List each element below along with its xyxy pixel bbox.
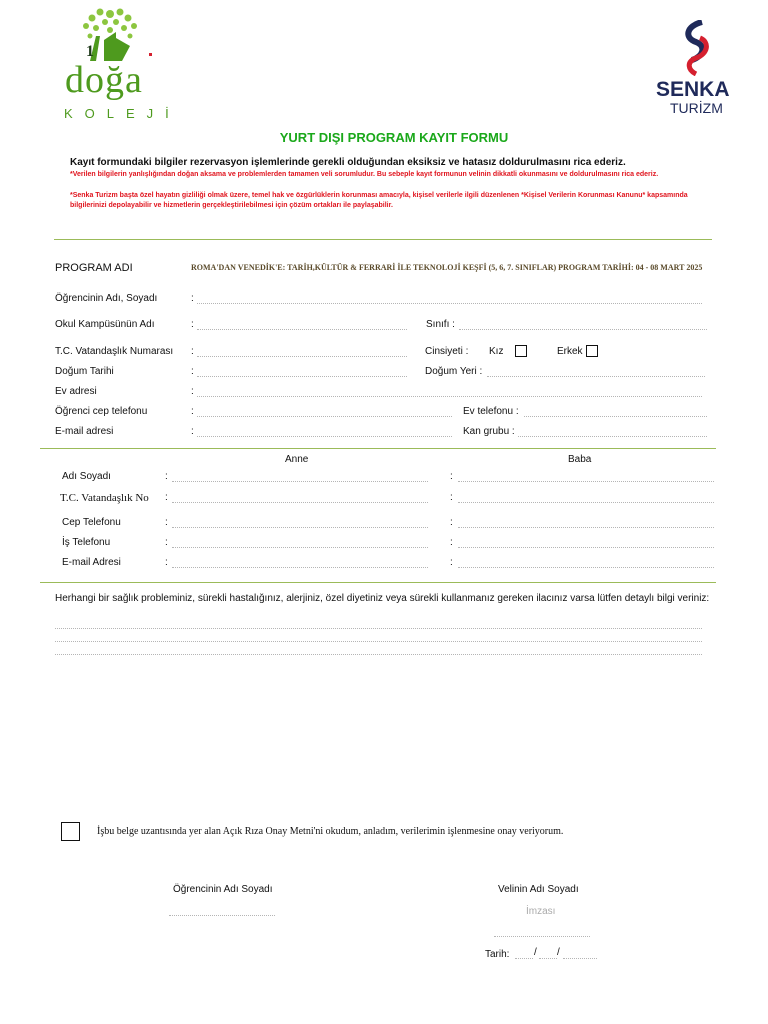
colon: :	[191, 366, 194, 377]
home-phone-label: Ev telefonu :	[463, 406, 519, 417]
birth-place-field[interactable]	[487, 376, 705, 377]
parent-tc-label: T.C. Vatandaşlık No	[60, 492, 149, 504]
date-year-field[interactable]	[563, 958, 597, 959]
parent-name-label: Adı Soyadı	[62, 471, 111, 482]
date-day-field[interactable]	[515, 958, 533, 959]
red-dot	[149, 53, 152, 56]
birth-date-field[interactable]	[197, 376, 407, 377]
father-header: Baba	[568, 454, 592, 465]
home-phone-field[interactable]	[524, 416, 707, 417]
doga-sub: KOLEJİ	[64, 106, 181, 121]
tc-label: T.C. Vatandaşlık Numarası	[55, 346, 174, 357]
colon: :	[191, 426, 194, 437]
colon: :	[191, 293, 194, 304]
mother-tc-field[interactable]	[172, 502, 428, 503]
program-label: PROGRAM ADI	[55, 262, 133, 274]
colon: :	[165, 557, 168, 568]
date-sep-2: /	[557, 947, 560, 958]
parent-sign-label: Velinin Adı Soyadı	[498, 884, 579, 895]
consent-checkbox[interactable]	[61, 822, 80, 841]
tree-icon	[60, 6, 160, 66]
colon: :	[450, 537, 453, 548]
student-name-field[interactable]	[197, 303, 702, 304]
form-title: YURT DIŞI PROGRAM KAYIT FORMU	[279, 130, 509, 145]
father-work-field[interactable]	[458, 547, 714, 548]
student-sign-label: Öğrencinin Adı Soyadı	[173, 884, 273, 895]
blood-label: Kan grubu :	[463, 426, 515, 437]
health-question: Herhangi bir sağlık probleminiz, sürekli hastalığınız, alerjiniz, özel diyetiniz veya sürekli kullanmanız gereken ilacınız varsa lütfen detaylı bilgi veriniz:	[55, 593, 710, 604]
svg-text:1: 1	[86, 43, 94, 60]
parent-mobile-label: Cep Telefonu	[62, 517, 121, 528]
gender-label: Cinsiyeti :	[425, 346, 469, 357]
doga-brand: doğa	[65, 59, 143, 101]
birth-place-label: Doğum Yeri :	[425, 366, 483, 377]
mobile-field[interactable]	[197, 416, 452, 417]
female-checkbox[interactable]	[515, 345, 527, 357]
health-field-3[interactable]	[55, 654, 702, 655]
colon: :	[165, 517, 168, 528]
campus-field[interactable]	[197, 329, 407, 330]
doga-logo	[60, 6, 181, 126]
colon: :	[165, 492, 168, 503]
colon: :	[191, 386, 194, 397]
senka-brand: SENKA	[656, 78, 730, 101]
father-email-field[interactable]	[458, 567, 714, 568]
student-sign-field[interactable]	[169, 915, 275, 916]
colon: :	[191, 346, 194, 357]
date-label: Tarih:	[485, 949, 510, 960]
father-name-field[interactable]	[458, 481, 714, 482]
date-sep-1: /	[534, 947, 537, 958]
female-label: Kız	[489, 346, 504, 357]
mother-header: Anne	[285, 454, 309, 465]
father-tc-field[interactable]	[458, 502, 714, 503]
mother-work-field[interactable]	[172, 547, 428, 548]
class-label: Sınıfı :	[426, 319, 455, 330]
health-field-2[interactable]	[55, 641, 702, 642]
colon: :	[450, 557, 453, 568]
address-label: Ev adresi	[55, 386, 97, 397]
mother-mobile-field[interactable]	[172, 527, 428, 528]
parent-work-label: İş Telefonu	[62, 537, 111, 548]
senka-s-icon	[676, 20, 716, 76]
program-value: ROMA'DAN VENEDİK'E: TARİH,KÜLTÜR & FERRARİ İLE TEKNOLOJİ KEŞFİ (5, 6, 7. SINIFLAR) PROGRAM TARİHİ: 04 - 08 MART 2025	[191, 263, 703, 272]
colon: :	[450, 492, 453, 503]
senka-logo	[650, 20, 740, 120]
divider-parents	[40, 448, 716, 449]
address-field[interactable]	[197, 396, 702, 397]
senka-sub: TURİZM	[670, 100, 723, 116]
colon: :	[191, 406, 194, 417]
mother-name-field[interactable]	[172, 481, 428, 482]
date-month-field[interactable]	[539, 958, 557, 959]
parent-sign-field[interactable]	[494, 936, 590, 937]
divider-top	[54, 239, 712, 240]
email-field[interactable]	[197, 436, 452, 437]
class-field[interactable]	[459, 329, 707, 330]
parent-email-label: E-mail Adresi	[62, 557, 121, 568]
male-checkbox[interactable]	[586, 345, 598, 357]
intro-note-1: *Verilen bilgilerin yanlışlığından doğan aksama ve problemlerden tamamen veli sorumludur. Bu sebeple kayıt formunun velinin dikkatli okunmasını ve doldurulmasını rica ederiz.	[70, 171, 659, 178]
mother-email-field[interactable]	[172, 567, 428, 568]
signature-label: İmzası	[526, 906, 556, 917]
colon: :	[165, 537, 168, 548]
student-name-label: Öğrencinin Adı, Soyadı	[55, 293, 158, 304]
father-mobile-field[interactable]	[458, 527, 714, 528]
colon: :	[165, 471, 168, 482]
divider-health	[40, 582, 716, 583]
intro-main: Kayıt formundaki bilgiler rezervasyon işlemlerinde gerekli olduğundan eksiksiz ve hatasız doldurulmasını rica ederiz.	[70, 157, 626, 168]
campus-label: Okul Kampüsünün Adı	[55, 319, 155, 330]
email-label: E-mail adresi	[55, 426, 114, 437]
colon: :	[450, 471, 453, 482]
mobile-label: Öğrenci cep telefonu	[55, 406, 148, 417]
intro-note-2: *Senka Turizm başta özel hayatın gizliliği olmak üzere, temel hak ve özgürlüklerin korunması amacıyla, kişisel verilerle ilgili düzenlenen *Kişisel Verilerin Korunması Kanunu* kapsamında bilgilerinizi depolayabilir ve hizmetlerin gerçekleştirilebilmesi için çözüm ortakları ile paylaşabilir.	[70, 192, 688, 209]
tc-field[interactable]	[197, 356, 407, 357]
male-label: Erkek	[557, 346, 583, 357]
colon: :	[450, 517, 453, 528]
birth-date-label: Doğum Tarihi	[55, 366, 114, 377]
colon: :	[191, 319, 194, 330]
health-field-1[interactable]	[55, 628, 702, 629]
consent-text: İşbu belge uzantısında yer alan Açık Rıza Onay Metni'ni okudum, anladım, verilerimin işlenmesine onay veriyorum.	[97, 826, 564, 837]
blood-field[interactable]	[518, 436, 707, 437]
